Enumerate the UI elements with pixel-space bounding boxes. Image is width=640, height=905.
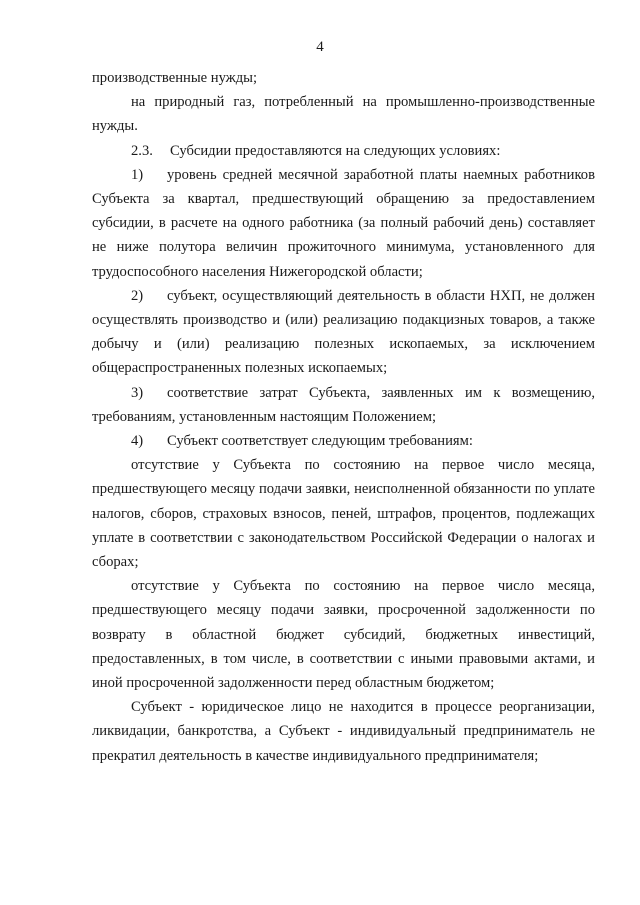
paragraph-natural-gas: на природный газ, потребленный на промышленно-производственные нужды. bbox=[92, 94, 595, 135]
paragraph-continuation: производственные нужды; bbox=[92, 70, 258, 86]
requirement-not-in-liquidation: Субъект - юридическое лицо не находится в процессе реорганизации, ликвидации, банкротства, а Субъект - индивидуальный предприниматель не прекратил деятельность в качестве индивидуального предпринимателя; bbox=[92, 699, 595, 764]
condition-2 bbox=[92, 284, 595, 381]
clause-text: Субсидии предоставляются на следующих условиях: bbox=[170, 142, 501, 159]
condition-text: уровень средней месячной заработной платы наемных работников Субъекта за квартал, предшествующий обращению за предоставлением субсидии, в расчете на одного работника (за полный рабочий день) составляет не ниже полутора величин прожиточного минимума, установленного для трудоспособного населения Нижегородской области; bbox=[92, 166, 595, 280]
condition-number: 3) bbox=[131, 384, 144, 401]
requirement-no-tax-debt: отсутствие у Субъекта по состоянию на первое число месяца, предшествующего месяцу подачи заявки, неисполненной обязанности по уплате налогов, сборов, страховых взносов, пеней, штрафов, процентов, подлежащих уплате в соответствии с законодательством Российской Федерации о налогах и сборах; bbox=[92, 457, 595, 571]
condition-number: 1) bbox=[131, 166, 144, 183]
condition-1 bbox=[92, 163, 595, 284]
requirement-no-budget-debt: отсутствие у Субъекта по состоянию на первое число месяца, предшествующего месяцу подачи заявки, просроченной задолженности по возврату в областной бюджет субсидий, бюджетных инвестиций, предоставленных, в том числе, в соответствии с иными правовыми актами, и иной просроченной задолженности перед областным бюджетом; bbox=[92, 578, 595, 692]
condition-text: Субъект соответствует следующим требованиям: bbox=[167, 433, 473, 450]
condition-4 bbox=[92, 429, 595, 453]
document-body bbox=[92, 66, 595, 768]
clause-number: 2.3. bbox=[131, 142, 153, 159]
condition-number: 4) bbox=[131, 433, 144, 450]
condition-3 bbox=[92, 381, 595, 429]
condition-text: соответствие затрат Субъекта, заявленных им к возмещению, требованиям, установленным настоящим Положением; bbox=[92, 384, 595, 425]
clause-2-3 bbox=[92, 139, 595, 163]
condition-text: субъект, осуществляющий деятельность в области НХП, не должен осуществлять производство и (или) реализацию подакцизных товаров, а также добычу и (или) реализацию полезных ископаемых, за исключением общераспространенных полезных ископаемых; bbox=[92, 287, 595, 377]
page-number: 4 bbox=[316, 39, 324, 55]
condition-number: 2) bbox=[131, 287, 144, 304]
